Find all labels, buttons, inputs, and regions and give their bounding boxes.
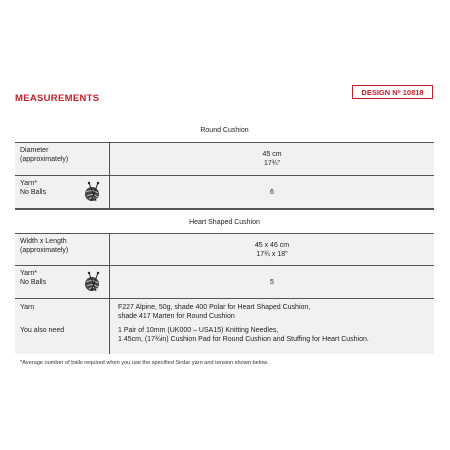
row-label: Diameter (approximately) <box>15 143 110 175</box>
table-row <box>15 176 434 209</box>
design-prefix: DESIGN N <box>361 87 398 97</box>
table-row <box>15 234 434 266</box>
row-label: Yarn You also need <box>15 299 110 354</box>
row-label: Yarn* No Balls <box>15 176 110 208</box>
round-cushion-heading: Round Cushion <box>15 118 434 143</box>
row-value: 45 x 46 cm 17¾ x 18" <box>254 241 290 258</box>
footnote: *Average number of balls required when you use the specified Sirdar yarn and tension shown below. <box>20 360 269 366</box>
table-row <box>15 299 434 354</box>
row-value: 6 <box>270 188 274 196</box>
table-row <box>15 143 434 176</box>
design-number: 10818 <box>402 87 424 97</box>
row-value: 45 cm 17¾" <box>262 151 282 167</box>
heart-cushion-heading: Heart Shaped Cushion <box>15 209 434 234</box>
yarn-ball-icon <box>82 271 104 293</box>
table-row <box>15 266 434 299</box>
design-sup: o <box>397 89 401 95</box>
row-value: F227 Alpine, 50g, shade 400 Polar for Heart Shaped Cushion, shade 417 Marten for Round Cushion 1 Pair of 10mm (UK000 – USA15) Knitting Needles, 1 45cm, (17¾in) Cushion Pad for Round Cushion and Stuffing for Heart Cushion. <box>118 304 369 343</box>
row-value: 5 <box>270 278 274 286</box>
row-label: Yarn* No Balls <box>15 266 110 298</box>
row-label: Width x Length (approximately) <box>15 234 110 265</box>
design-number-badge <box>352 85 433 99</box>
page-title: MEASUREMENTS <box>15 93 100 104</box>
yarn-ball-icon <box>82 181 104 203</box>
